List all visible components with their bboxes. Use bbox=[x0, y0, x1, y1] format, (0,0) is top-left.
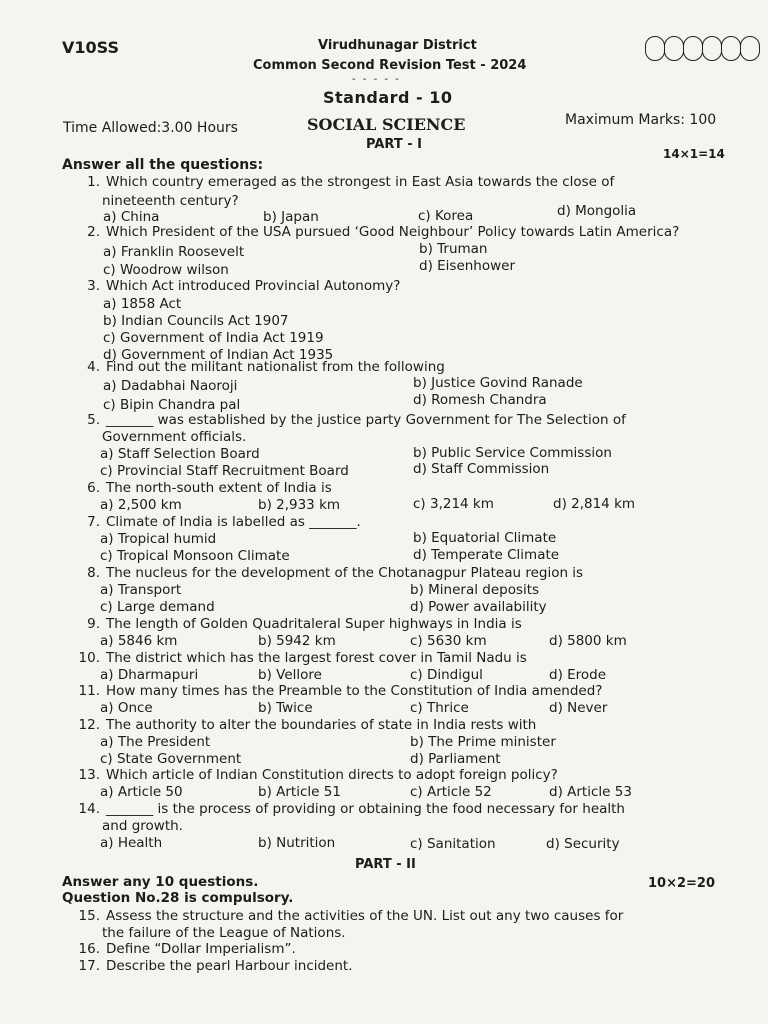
question-number: 17. bbox=[78, 958, 100, 974]
answer-option-c: c) Article 52 bbox=[410, 784, 492, 800]
answer-option-c: c) Sanitation bbox=[410, 836, 496, 852]
answer-option-c: c) 5630 km bbox=[410, 633, 487, 649]
question-9 bbox=[60, 616, 522, 633]
question-text: How many times has the Preamble to the Constitution of India amended? bbox=[106, 683, 603, 699]
answer-option-b: b) Vellore bbox=[258, 667, 322, 683]
answer-option-d: d) Security bbox=[546, 836, 620, 852]
question-3 bbox=[60, 278, 400, 295]
part-2-instruction: Answer any 10 questions. bbox=[62, 874, 259, 890]
answer-option-d: d) Never bbox=[549, 700, 608, 716]
question-6 bbox=[60, 480, 332, 497]
question-number: 5. bbox=[87, 412, 100, 428]
question-number: 3. bbox=[87, 278, 100, 294]
question-text: Which article of Indian Constitution directs to adopt foreign policy? bbox=[106, 767, 558, 783]
question-text: Which President of the USA pursued ‘Good Neighbour’ Policy towards Latin America? bbox=[106, 224, 680, 240]
question-5 bbox=[60, 412, 626, 429]
answer-option-d: d) Temperate Climate bbox=[413, 547, 560, 563]
question-text: _______ is the process of providing or obtaining the food necessary for health bbox=[106, 801, 625, 817]
subject-title: SOCIAL SCIENCE bbox=[307, 115, 466, 134]
question-text: The north-south extent of India is bbox=[106, 480, 332, 496]
question-16 bbox=[60, 941, 296, 958]
question-13 bbox=[60, 767, 558, 784]
question-number: 11. bbox=[78, 683, 100, 699]
part-1-instruction: Answer all the questions: bbox=[62, 157, 264, 173]
question-text-continued: Government officials. bbox=[102, 429, 247, 445]
answer-option-b: b) The Prime minister bbox=[410, 734, 556, 750]
register-box bbox=[645, 36, 665, 61]
question-text: The district which has the largest forest cover in Tamil Nadu is bbox=[106, 650, 527, 666]
district-title: Virudhunagar District bbox=[318, 38, 477, 53]
question-number: 2. bbox=[87, 224, 100, 240]
register-box bbox=[683, 36, 703, 61]
question-text: Which country emeraged as the strongest in East Asia towards the close of bbox=[106, 174, 615, 190]
question-text: Which Act introduced Provincial Autonomy? bbox=[106, 278, 401, 294]
answer-option-d: d) Mongolia bbox=[557, 203, 637, 219]
answer-option-b: b) Article 51 bbox=[258, 784, 341, 800]
answer-option-d: d) Erode bbox=[549, 667, 607, 683]
answer-option-c: c) State Government bbox=[100, 751, 242, 767]
answer-option-b: b) Justice Govind Ranade bbox=[413, 375, 583, 391]
answer-option-a: a) Tropical humid bbox=[100, 531, 217, 547]
register-number-boxes bbox=[645, 36, 759, 61]
answer-option-a: a) Staff Selection Board bbox=[100, 446, 260, 462]
question-number: 9. bbox=[87, 616, 100, 632]
question-text-continued: nineteenth century? bbox=[102, 193, 239, 209]
question-text: Define “Dollar Imperialism”. bbox=[106, 941, 296, 957]
answer-option-a: a) 5846 km bbox=[100, 633, 178, 649]
answer-option-a: a) China bbox=[103, 209, 160, 225]
register-box bbox=[740, 36, 760, 61]
question-4 bbox=[60, 359, 445, 376]
maximum-marks: Maximum Marks: 100 bbox=[565, 112, 717, 128]
question-1 bbox=[60, 174, 614, 191]
question-number: 8. bbox=[87, 565, 100, 581]
answer-option-d: d) Power availability bbox=[410, 599, 547, 615]
answer-option-b: b) Twice bbox=[258, 700, 313, 716]
answer-option-c: c) Woodrow wilson bbox=[103, 262, 229, 278]
answer-option-c: c) Large demand bbox=[100, 599, 215, 615]
question-number: 4. bbox=[87, 359, 100, 375]
answer-option-a: a) Transport bbox=[100, 582, 182, 598]
answer-option-d: d) Eisenhower bbox=[419, 258, 516, 274]
question-14 bbox=[60, 801, 625, 818]
question-number: 12. bbox=[78, 717, 100, 733]
answer-option-c: c) 3,214 km bbox=[413, 496, 494, 512]
answer-option-b: b) Public Service Commission bbox=[413, 445, 612, 461]
answer-option-d: d) Parliament bbox=[410, 751, 501, 767]
answer-option-c: c) Dindigul bbox=[410, 667, 483, 683]
answer-option-b: b) 2,933 km bbox=[258, 497, 341, 513]
question-text: Find out the militant nationalist from the following bbox=[106, 359, 445, 375]
answer-option-c: c) Tropical Monsoon Climate bbox=[100, 548, 290, 564]
register-box bbox=[721, 36, 741, 61]
question-number: 7. bbox=[87, 514, 100, 530]
part-2-marks: 10×2=20 bbox=[648, 876, 716, 891]
answer-option-c: c) Bipin Chandra pal bbox=[103, 397, 241, 413]
answer-option-c: c) Provincial Staff Recruitment Board bbox=[100, 463, 349, 479]
answer-option-b: b) 5942 km bbox=[258, 633, 336, 649]
question-number: 16. bbox=[78, 941, 100, 957]
question-number: 14. bbox=[78, 801, 100, 817]
question-number: 15. bbox=[78, 908, 100, 924]
answer-option-c: c) Korea bbox=[418, 208, 474, 224]
answer-option-a: a) 1858 Act bbox=[103, 296, 182, 312]
answer-option-a: a) Article 50 bbox=[100, 784, 183, 800]
question-text: The authority to alter the boundaries of state in India rests with bbox=[106, 717, 537, 733]
question-text-continued: and growth. bbox=[102, 818, 183, 834]
register-box bbox=[664, 36, 684, 61]
answer-option-a: a) Once bbox=[100, 700, 153, 716]
answer-option-b: b) Equatorial Climate bbox=[413, 530, 557, 546]
answer-option-d: d) 5800 km bbox=[549, 633, 627, 649]
question-text-continued: the failure of the League of Nations. bbox=[102, 925, 346, 941]
answer-option-a: a) The President bbox=[100, 734, 211, 750]
standard-title: Standard - 10 bbox=[323, 88, 453, 107]
question-number: 10. bbox=[78, 650, 100, 666]
question-8 bbox=[60, 565, 583, 582]
time-allowed: Time Allowed:3.00 Hours bbox=[63, 120, 238, 136]
question-number: 1. bbox=[87, 174, 100, 190]
question-12 bbox=[60, 717, 536, 734]
answer-option-c: c) Government of India Act 1919 bbox=[103, 330, 324, 346]
question-text: Climate of India is labelled as _______. bbox=[106, 514, 361, 530]
answer-option-b: b) Nutrition bbox=[258, 835, 336, 851]
answer-option-b: b) Indian Councils Act 1907 bbox=[103, 313, 289, 329]
question-15 bbox=[60, 908, 623, 925]
question-7 bbox=[60, 514, 361, 531]
answer-option-a: a) Dharmapuri bbox=[100, 667, 199, 683]
paper-code: V10SS bbox=[62, 38, 119, 57]
answer-option-d: d) Staff Commission bbox=[413, 461, 550, 477]
answer-option-a: a) Franklin Roosevelt bbox=[103, 244, 245, 260]
question-text: The nucleus for the development of the Chotanagpur Plateau region is bbox=[106, 565, 584, 581]
question-number: 13. bbox=[78, 767, 100, 783]
answer-option-d: d) 2,814 km bbox=[553, 496, 636, 512]
answer-option-a: a) Dadabhai Naoroji bbox=[103, 378, 238, 394]
question-11 bbox=[60, 683, 602, 700]
question-text: _______ was established by the justice party Government for The Selection of bbox=[106, 412, 626, 428]
test-title: Common Second Revision Test - 2024 bbox=[253, 58, 527, 73]
part-1-title: PART - I bbox=[366, 137, 422, 152]
answer-option-b: b) Truman bbox=[419, 241, 488, 257]
answer-option-b: b) Japan bbox=[263, 209, 319, 225]
part-2-compulsory-note: Question No.28 is compulsory. bbox=[62, 890, 294, 906]
question-text: The length of Golden Quadritaleral Super highways in India is bbox=[106, 616, 522, 632]
part-2-title: PART - II bbox=[355, 857, 416, 872]
question-2 bbox=[60, 224, 679, 241]
part-1-marks: 14×1=14 bbox=[663, 147, 725, 161]
question-text: Assess the structure and the activities of the UN. List out any two causes for bbox=[106, 908, 624, 924]
question-number: 6. bbox=[87, 480, 100, 496]
question-17 bbox=[60, 958, 353, 975]
answer-option-d: d) Government of Indian Act 1935 bbox=[103, 347, 334, 363]
question-10 bbox=[60, 650, 527, 667]
answer-option-d: d) Article 53 bbox=[549, 784, 632, 800]
answer-option-d: d) Romesh Chandra bbox=[413, 392, 547, 408]
answer-option-c: c) Thrice bbox=[410, 700, 469, 716]
answer-option-a: a) Health bbox=[100, 835, 163, 851]
register-box bbox=[702, 36, 722, 61]
answer-option-a: a) 2,500 km bbox=[100, 497, 182, 513]
title-dashes: - - - - - bbox=[352, 74, 401, 85]
question-text: Describe the pearl Harbour incident. bbox=[106, 958, 353, 974]
answer-option-b: b) Mineral deposits bbox=[410, 582, 540, 598]
